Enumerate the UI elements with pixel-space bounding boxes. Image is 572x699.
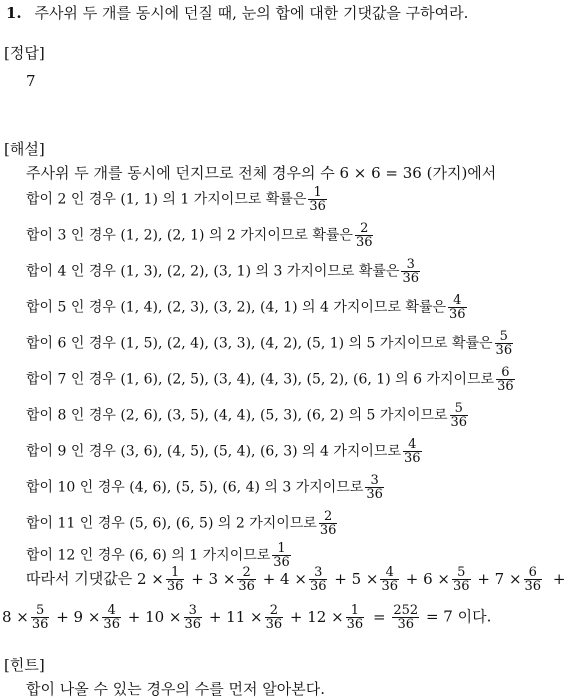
fraction-numerator: 5 <box>454 401 463 416</box>
fraction <box>319 510 338 537</box>
fraction-denominator: 36 <box>319 523 337 538</box>
fraction-numerator: 1 <box>277 541 286 556</box>
fraction-numerator: 252 <box>393 603 419 618</box>
conclusion-line-2 <box>2 604 491 631</box>
fraction-denominator: 36 <box>103 617 120 632</box>
fraction-numerator: 4 <box>453 293 462 308</box>
case-line <box>26 222 375 249</box>
fraction-numerator: 5 <box>499 329 508 344</box>
fraction-numerator: 4 <box>385 565 394 580</box>
fraction-denominator: 36 <box>273 555 290 570</box>
case-line <box>26 258 422 285</box>
case-text: 합이 6 인 경우 (1, 5), (2, 4), (3, 3), (4, 2), (5, 1) 의 5 가지이므로 확률은 <box>26 335 493 352</box>
fraction-denominator: 36 <box>184 617 202 632</box>
case-line <box>26 402 470 429</box>
fraction-numerator: 5 <box>36 603 45 618</box>
conclusion-line1-tail: + <box>552 569 566 588</box>
case-line <box>26 186 329 213</box>
fraction-denominator: 36 <box>381 579 399 594</box>
fraction-numerator: 3 <box>406 257 415 272</box>
answer-value: 7 <box>26 72 36 90</box>
term-coefficient: + 9 × <box>51 607 101 626</box>
term-coefficient: + 5 × <box>329 569 379 588</box>
fraction-numerator: 1 <box>350 603 360 618</box>
conclusion-equals: = <box>372 607 386 626</box>
fraction-numerator: 6 <box>528 565 537 580</box>
fraction <box>102 604 121 631</box>
fraction-numerator: 5 <box>457 565 466 580</box>
fraction-numerator: 3 <box>370 473 379 488</box>
fraction <box>346 604 365 631</box>
case-line <box>26 474 386 501</box>
fraction <box>403 438 422 465</box>
fraction-numerator: 2 <box>269 603 278 618</box>
case-text: 합이 8 인 경우 (2, 6), (3, 5), (4, 4), (5, 3), (6, 2) 의 5 가지이므로 <box>26 407 448 424</box>
explanation-intro: 주사위 두 개를 동시에 던지므로 전체 경우의 수 6 × 6 = 36 (가지)에서 <box>26 164 497 182</box>
fraction <box>365 474 384 501</box>
fraction-denominator: 36 <box>404 451 421 466</box>
fraction <box>184 604 203 631</box>
fraction <box>355 222 374 249</box>
case-text: 합이 10 인 경우 (4, 6), (5, 5), (6, 4) 의 3 가지이므로 <box>26 479 364 496</box>
fraction-numerator: 1 <box>313 185 322 200</box>
conclusion-line-1 <box>26 566 565 593</box>
fraction-denominator: 36 <box>265 617 283 632</box>
fraction <box>272 542 291 569</box>
fraction <box>31 604 50 631</box>
case-text: 합이 12 인 경우 (6, 6) 의 1 가지이므로 <box>26 547 271 564</box>
fraction-numerator: 2 <box>323 509 333 524</box>
fraction-numerator: 4 <box>408 437 417 452</box>
fraction-numerator: 1 <box>171 565 180 580</box>
term-coefficient: + 4 × <box>257 569 307 588</box>
case-text: 합이 9 인 경우 (3, 6), (4, 5), (5, 4), (6, 3) 의 4 가지이므로 <box>26 443 401 460</box>
fraction-numerator: 3 <box>188 603 197 618</box>
fraction <box>237 566 256 593</box>
fraction-denominator: 36 <box>366 487 383 502</box>
term-coefficient: + 12 × <box>285 607 344 626</box>
fraction-denominator: 36 <box>402 271 420 286</box>
answer-heading: [정답] <box>4 44 45 62</box>
conclusion-terms-2 <box>2 603 366 632</box>
conclusion-prefix: 따라서 기댓값은 <box>26 569 133 588</box>
fraction <box>452 566 471 593</box>
case-text: 합이 4 인 경우 (1, 3), (2, 2), (3, 1) 의 3 가지이므로 확률은 <box>26 263 400 280</box>
case-line <box>26 542 293 569</box>
fraction <box>496 366 515 393</box>
fraction-denominator: 36 <box>238 579 255 594</box>
fraction <box>401 258 420 285</box>
fraction-numerator: 4 <box>107 603 116 618</box>
fraction <box>495 330 514 357</box>
fraction-denominator: 36 <box>309 199 326 214</box>
case-line <box>26 510 339 537</box>
fraction <box>524 566 543 593</box>
term-coefficient: + 6 × <box>401 569 450 588</box>
case-line <box>26 294 469 321</box>
fraction-numerator: 3 <box>314 565 323 580</box>
case-line <box>26 438 424 465</box>
conclusion-tail: = 7 이다. <box>425 607 492 626</box>
fraction-denominator: 36 <box>497 379 514 394</box>
case-text: 합이 5 인 경우 (1, 4), (2, 3), (3, 2), (4, 1) 의 4 가지이므로 확률은 <box>26 299 447 316</box>
explanation-heading: [해설] <box>4 140 45 158</box>
fraction <box>265 604 284 631</box>
case-text: 합이 11 인 경우 (5, 6), (6, 5) 의 2 가지이므로 <box>26 515 317 532</box>
conclusion-terms-1 <box>136 565 544 594</box>
term-coefficient: 8 × <box>2 607 29 626</box>
fraction-numerator: 2 <box>242 565 251 580</box>
fraction-numerator: 2 <box>360 221 369 236</box>
term-coefficient: + 7 × <box>472 569 522 588</box>
fraction-denominator: 36 <box>453 579 470 594</box>
fraction-denominator: 36 <box>450 415 468 430</box>
term-coefficient: + 11 × <box>204 607 263 626</box>
term-coefficient: + 10 × <box>122 607 182 626</box>
fraction-denominator: 36 <box>166 579 184 594</box>
fraction <box>309 566 328 593</box>
term-coefficient: 2 × <box>136 569 164 588</box>
fraction-denominator: 36 <box>346 617 364 632</box>
fraction <box>448 294 467 321</box>
term-coefficient: + 3 × <box>186 569 236 588</box>
fraction-denominator: 36 <box>355 235 373 250</box>
hint-heading: [힌트] <box>4 656 45 674</box>
case-line <box>26 330 515 357</box>
fraction-denominator: 36 <box>524 579 542 594</box>
fraction-denominator: 36 <box>449 307 466 322</box>
fraction-denominator: 36 <box>309 579 327 594</box>
fraction <box>380 566 399 593</box>
fraction-denominator: 36 <box>392 617 419 631</box>
conclusion-result-fraction <box>392 604 419 631</box>
problem-text: 주사위 두 개를 동시에 던질 때, 눈의 합에 대한 기댓값을 구하여라. <box>34 4 469 22</box>
case-text: 합이 2 인 경우 (1, 1) 의 1 가지이므로 확률은 <box>26 191 307 208</box>
problem-line <box>6 4 468 22</box>
problem-number: 1. <box>6 4 22 22</box>
fraction <box>166 566 185 593</box>
case-line <box>26 366 517 393</box>
fraction-denominator: 36 <box>495 343 513 358</box>
case-text: 합이 3 인 경우 (1, 2), (2, 1) 의 2 가지이므로 확률은 <box>26 227 353 244</box>
fraction-denominator: 36 <box>31 617 49 632</box>
case-text: 합이 7 인 경우 (1, 6), (2, 5), (3, 4), (4, 3), (5, 2), (6, 1) 의 6 가지이므로 <box>26 371 495 388</box>
fraction <box>450 402 469 429</box>
fraction-numerator: 6 <box>501 365 510 380</box>
hint-text: 합이 나올 수 있는 경우의 수를 먼저 알아본다. <box>26 680 325 698</box>
fraction <box>308 186 327 213</box>
